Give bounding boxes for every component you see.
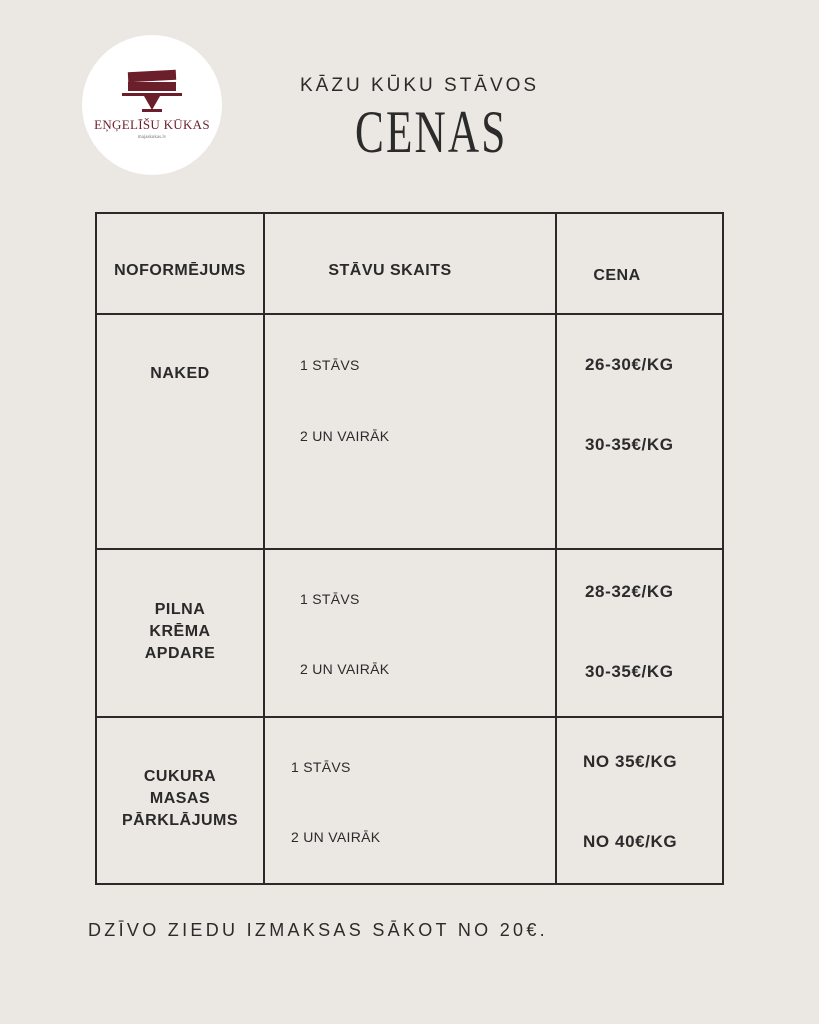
page-title: CENAS — [355, 99, 508, 165]
cake-icon — [118, 63, 186, 117]
price-value: 30-35€/KG — [585, 435, 674, 454]
brand-name: EŅĢELĪŠU KŪKAS — [94, 117, 210, 132]
table-border-top — [95, 212, 724, 214]
tier-label: 2 UN VAIRĀK — [300, 661, 390, 677]
style-label: PILNA — [154, 601, 206, 618]
tier-label: 1 STĀVS — [300, 591, 360, 607]
tier-label: 2 UN VAIRĀK — [300, 428, 390, 444]
table-border-bottom — [95, 883, 724, 885]
style-label: MASAS — [149, 790, 211, 807]
footer-note: DZĪVO ZIEDU IZMAKSAS SĀKOT NO 20€. — [88, 920, 548, 940]
brand-logo — [82, 35, 222, 175]
tier-label: 2 UN VAIRĀK — [291, 829, 381, 845]
price-value: NO 40€/KG — [583, 832, 678, 851]
style-label: APDARE — [144, 645, 216, 662]
tier-label: 1 STĀVS — [300, 357, 360, 373]
price-value: 26-30€/KG — [585, 355, 674, 374]
column-header-style: NOFORMĒJUMS — [114, 262, 246, 279]
column-header-tiers: STĀVU SKAITS — [328, 262, 452, 279]
style-label: KRĒMA — [149, 623, 211, 640]
style-label: PĀRKLĀJUMS — [121, 812, 239, 829]
brand-url: majaskukas.lv — [137, 135, 167, 140]
price-table — [95, 212, 724, 885]
price-value: NO 35€/KG — [583, 752, 678, 771]
style-label: NAKED — [150, 365, 210, 382]
row-divider — [95, 548, 724, 550]
page-subtitle: KĀZU KŪKU STĀVOS — [300, 75, 540, 96]
row-divider — [95, 313, 724, 315]
tier-label: 1 STĀVS — [291, 759, 351, 775]
price-value: 28-32€/KG — [585, 582, 674, 601]
row-divider — [95, 716, 724, 718]
price-value: 30-35€/KG — [585, 662, 674, 681]
column-header-price: CENA — [593, 267, 641, 284]
style-label: CUKURA — [143, 768, 217, 785]
